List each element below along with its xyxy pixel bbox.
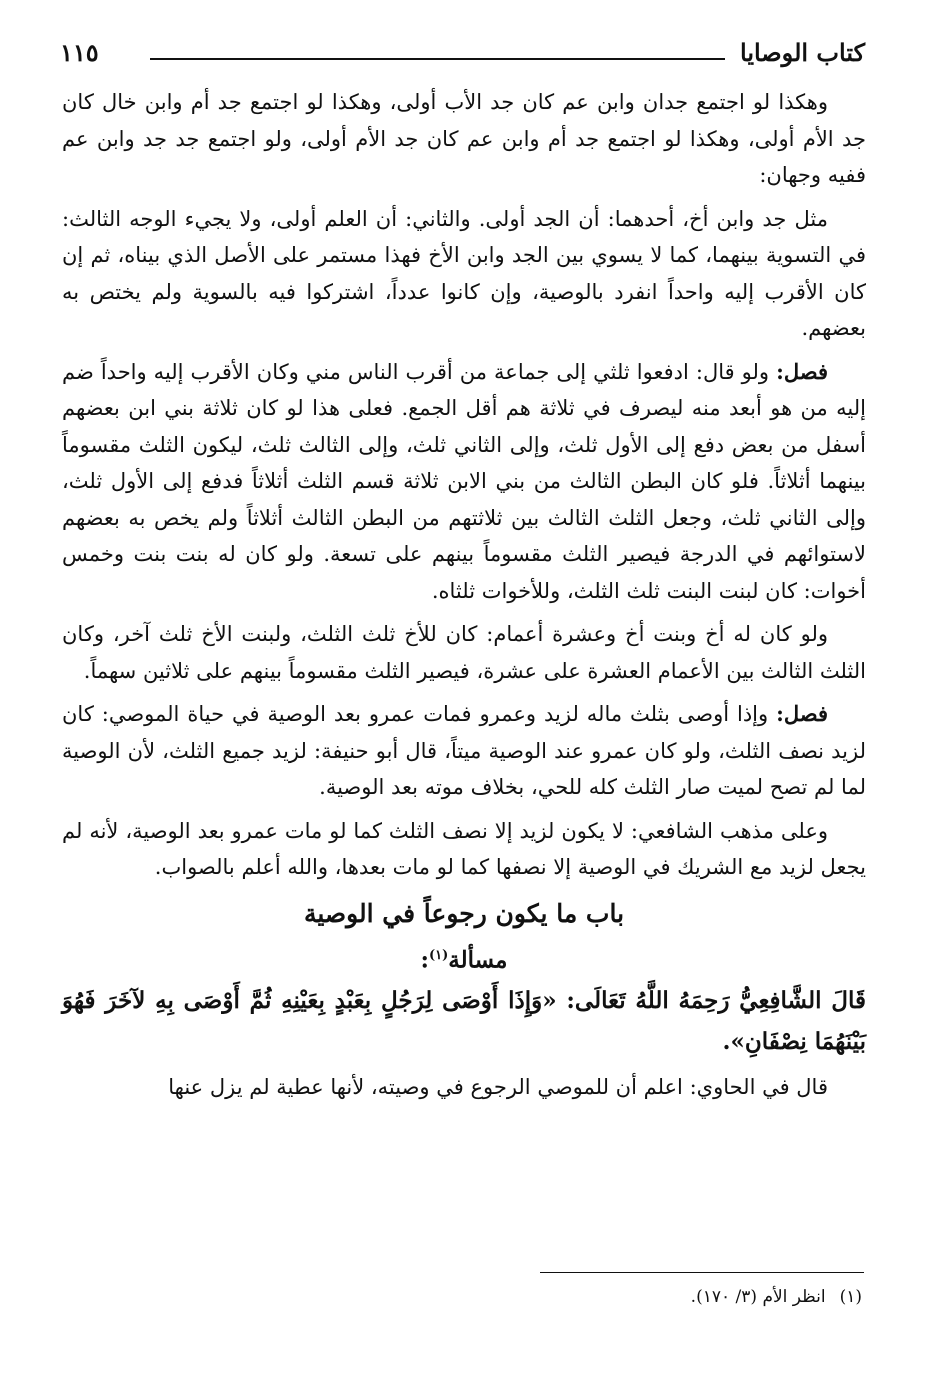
paragraph: ولو كان له أخ وبنت أخ وعشرة أعمام: كان للأخ ثلث الثلث، ولبنت الأخ ثلث آخر، وكان الثلث الثالث بين الأعمام العشرة على عشرة، فيصير الثلث مقسوماً بينهم على ثلاثين سهماً.: [62, 622, 866, 683]
footnote-text: انظر الأم (٣/ ١٧٠).: [690, 1287, 826, 1307]
paragraph: مثل جد وابن أخ، أحدهما: أن الجد أولى. والثاني: أن العلم أولى، ولا يجيء الوجه الثالث: في التسوية بينهما، كما لا يسوي بين الجد وابن الأخ فهذا مستمر على الأصل الذي بيناه، ثم إن كان الأقرب إليه واحداً انفرد بالوصية، وإن كانوا عدداً، اشتركوا فيه بالسوية ولم يختص به بعضهم.: [62, 206, 866, 340]
chapter-heading: باب ما يكون رجوعاً في الوصية: [303, 898, 625, 928]
footnote-separator: [540, 1272, 864, 1273]
main-text: [62, 84, 866, 1106]
footnote: [540, 1287, 862, 1307]
running-title: كتاب الوصايا: [740, 38, 865, 67]
running-header: [60, 38, 865, 78]
footnote-mark: (١): [839, 1287, 862, 1307]
page-number: ١١٥: [60, 38, 99, 67]
paragraph: قال في الحاوي: اعلم أن للموصي الرجوع في وصيته، لأنها عطية لم يزل عنها: [168, 1075, 828, 1100]
paragraph: فصل: وإذا أوصى بثلث ماله لزيد وعمرو فمات عمرو بعد الوصية في حياة الموصي: كان لزيد نصف الثلث، ولو كان عمرو عند الوصية ميتاً، قال أبو حنيفة: لزيد جميع الثلث، لأن الوصية لما لم تصح لميت صار الثلث كله للحي، بخلاف موته بعد الوصية.: [62, 701, 866, 799]
masala-heading: مسألة$^{(١)}$:: [420, 946, 508, 974]
header-rule: [150, 58, 725, 60]
paragraph: وهكذا لو اجتمع جدان وابن عم كان جد الأب أولى، وهكذا لو اجتمع جد أم وابن خال كان جد الأم أولى، وهكذا لو اجتمع جد أم وابن عم كان جد الأم أولى، ولو اجتمع جد جد وابن عم ففيه وجهان:: [62, 90, 866, 187]
shafii-quote: قَالَ الشَّافِعِيُّ رَحِمَهُ اللَّهُ تَعَالَى: «وَإِذَا أَوْصَى لِرَجُلٍ بِعَبْدٍ بِعَيْنِهِ ثُمَّ أَوْصَى بِهِ لآخَرَ فَهُوَ بَيْنَهُمَا نِصْفَانِ».: [62, 987, 866, 1056]
footnote-reference: (١): [429, 947, 449, 963]
paragraph: وعلى مذهب الشافعي: لا يكون لزيد إلا نصف الثلث كما لو مات عمرو بعد الوصية، لأنه لم يجعل لزيد مع الشريك في الوصية إلا نصفها كما لو مات بعدها، والله أعلم بالصواب.: [62, 818, 866, 879]
section-keyword: فصل:: [776, 701, 828, 726]
section-keyword: فصل:: [776, 358, 828, 384]
paragraph: فصل: ولو قال: ادفعوا ثلثي إلى جماعة من أقرب الناس مني وكان الأقرب إليه واحداً ضم إليه من هو أبعد منه ليصرف في ثلاثة هم أقل الجمع. فعلى هذا لو كان ثلاثة بني ابن بعضهم أسفل من بعض دفع إلى الأول ثلث، وإلى الثاني ثلث، وإلى الثالث ثلث، ليكون الثلث مقسوماً بينهما أثلاثاً. فلو كان البطن الثالث من بني الابن ثلاثة قسم الثلث أثلاثاً فدفع إلى الأول ثلث، وإلى الثاني ثلث، وجعل الثلث الثالث بين ثلاثتهم من البطن الثالث أثلاثاً ولم يخص به بعضهم لاستوائهم في الدرجة فيصير الثلث مقسوماً بينهم على تسعة. ولو كان له بنت بنت وخمس أخوات: كان لبنت البنت ثلث الثلث، وللأخوات ثلثاه.: [62, 358, 866, 603]
